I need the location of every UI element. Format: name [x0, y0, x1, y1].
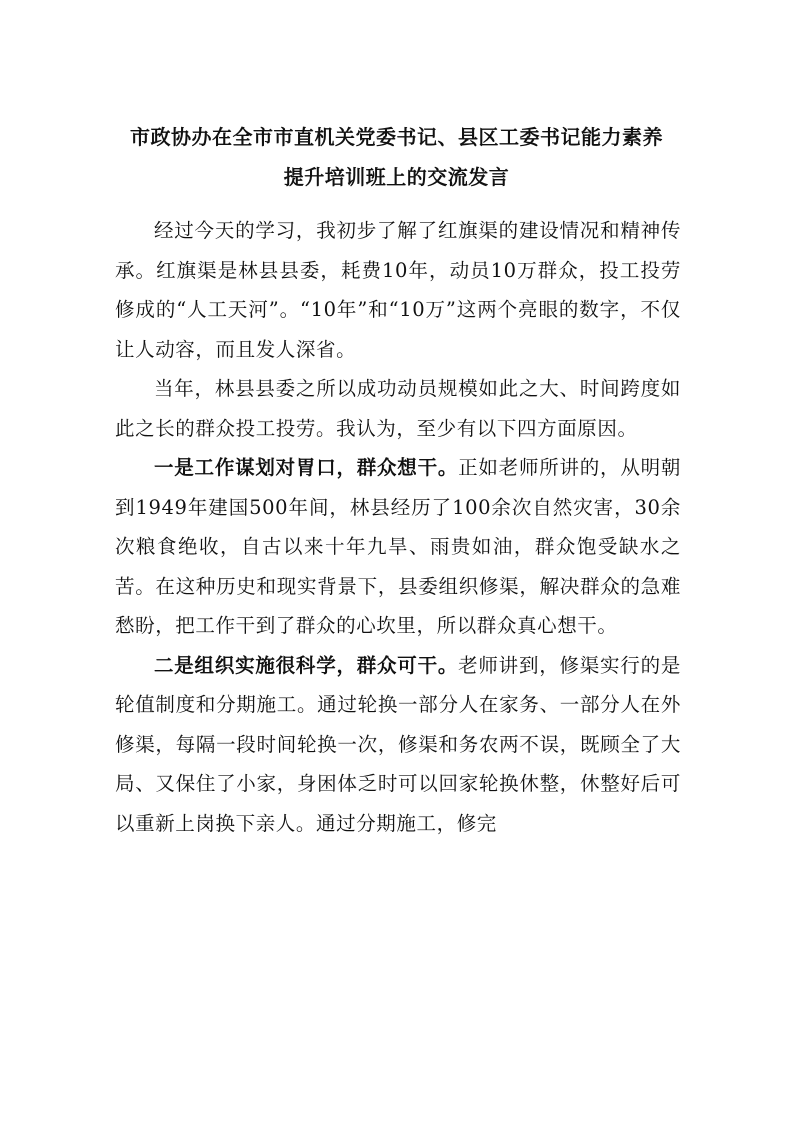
document-body: [115, 211, 681, 843]
title-line-1: 市政协办在全市市直机关党委书记、县区工委书记能力素养: [130, 125, 663, 149]
paragraph-text: 经过今天的学习，我初步了解了红旗渠的建设情况和精神传承。红旗渠是林县县委，耗费10年，动员10万群众，投工投劳修成的“人工天河”。“10年”和“10万”这两个亮眼的数字，不仅让人动容，而且发人深省。: [115, 219, 681, 361]
paragraph-text: 当年，林县县委之所以成功动员规模如此之大、时间跨度如此之长的群众投工投劳。我认为，至少有以下四方面原因。: [115, 377, 681, 440]
paragraph-lead: 二是组织实施很科学，群众可干。: [154, 653, 459, 677]
paragraph-text: 正如老师所讲的，从明朝到1949年建国500年间，林县经历了100余次自然灾害，30余次粮食绝收，自古以来十年九旱、雨贵如油，群众饱受缺水之苦。在这种历史和现实背景下，县委组织修渠，解决群众的急难愁盼，把工作干到了群众的心坎里，所以群众真心想干。: [115, 456, 681, 637]
paragraph-1: [115, 211, 681, 369]
title-line-2: 提升培训班上的交流发言: [283, 165, 510, 189]
paragraph-4: [115, 646, 681, 844]
document-title: [100, 117, 693, 197]
paragraph-lead: 一是工作谋划对胃口，群众想干。: [154, 456, 459, 479]
paragraph-2: [115, 369, 681, 448]
paragraph-text: 老师讲到，修渠实行的是轮值制度和分期施工。通过轮换一部分人在家务、一部分人在外修渠，每隔一段时间轮换一次，修渠和务农两不误，既顾全了大局、又保住了小家，身困体乏时可以回家轮换休整，休整好后可以重新上岗换下亲人。通过分期施工，修完: [115, 653, 681, 835]
paragraph-3: [115, 448, 681, 646]
